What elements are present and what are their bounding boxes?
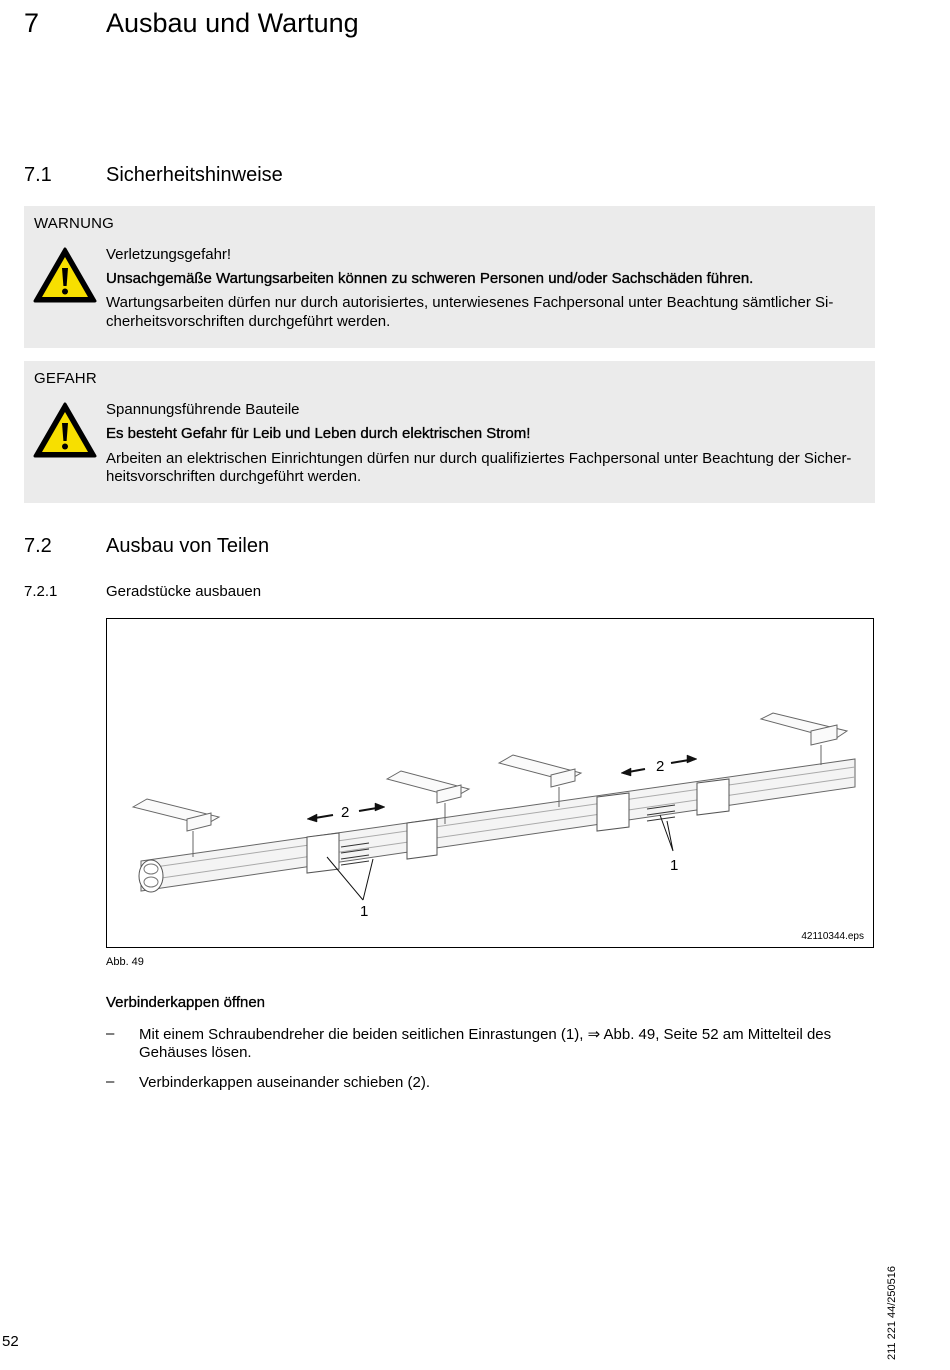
subsection-title: Geradstücke ausbauen [106, 583, 262, 600]
notice-emphasis: Es besteht Gefahr für Leib und Leben durch elektrischen Strom! [106, 425, 531, 442]
figure-busbar-illustration [106, 618, 874, 948]
section-title: Ausbau von Teilen [106, 535, 270, 557]
notice-kind-label: WARNUNG [34, 215, 115, 232]
warning-triangle-icon [32, 246, 98, 309]
notice-headline: Spannungsführende Bauteile [106, 401, 300, 418]
list-bullet: – [106, 1073, 115, 1090]
notice-text-line: Arbeiten an elektrischen Einrichtungen dürfen nur durch qualifiziertes Fachpersonal unter Beachtung der Sicher- [106, 450, 852, 467]
figure-label: 1 [360, 903, 369, 920]
list-bullet: – [106, 1025, 115, 1042]
notice-text-line: Wartungsarbeiten dürfen nur durch autorisiertes, unterwiesenes Fachpersonal unter Beachtung sämtlicher Si- [106, 294, 834, 311]
warning-triangle-icon [32, 401, 98, 464]
figure-caption: Abb. 49 [106, 956, 144, 968]
chapter-title: Ausbau und Wartung [106, 8, 359, 38]
notice-text-line: heitsvorschriften durchgeführt werden. [106, 468, 362, 485]
danger-notice [24, 361, 875, 503]
section-number: 7.1 [24, 164, 52, 186]
page-number: 52 [2, 1333, 19, 1350]
figure-label: 1 [670, 857, 679, 874]
section-number: 7.2 [24, 535, 52, 557]
figure-label: 2 [341, 804, 350, 821]
busbar-drawing [107, 619, 873, 947]
procedure-title: Verbinderkappen öffnen [106, 994, 266, 1011]
figure-label: 2 [656, 758, 665, 775]
section-title: Sicherheitshinweise [106, 164, 283, 186]
step-line: Gehäuses lösen. [139, 1044, 252, 1061]
document-id: 211 221 44/250516 [886, 1266, 898, 1360]
step-line: Verbinderkappen auseinander schieben (2). [139, 1074, 431, 1091]
warning-notice [24, 206, 875, 348]
step-line: Mit einem Schraubendreher die beiden seitlichen Einrastungen (1), ⇒ Abb. 49, Seite 52 am Mittelteil des [139, 1026, 832, 1043]
notice-emphasis: Unsachgemäße Wartungsarbeiten können zu schweren Personen und/oder Sachschäden führen. [106, 270, 754, 287]
notice-headline: Verletzungsgefahr! [106, 246, 232, 263]
notice-kind-label: GEFAHR [34, 370, 97, 387]
notice-text-line: cherheitsvorschriften durchgeführt werden. [106, 313, 391, 330]
chapter-number: 7 [24, 8, 40, 38]
figure-file-name: 42110344.eps [801, 931, 864, 942]
subsection-number: 7.2.1 [24, 583, 58, 600]
